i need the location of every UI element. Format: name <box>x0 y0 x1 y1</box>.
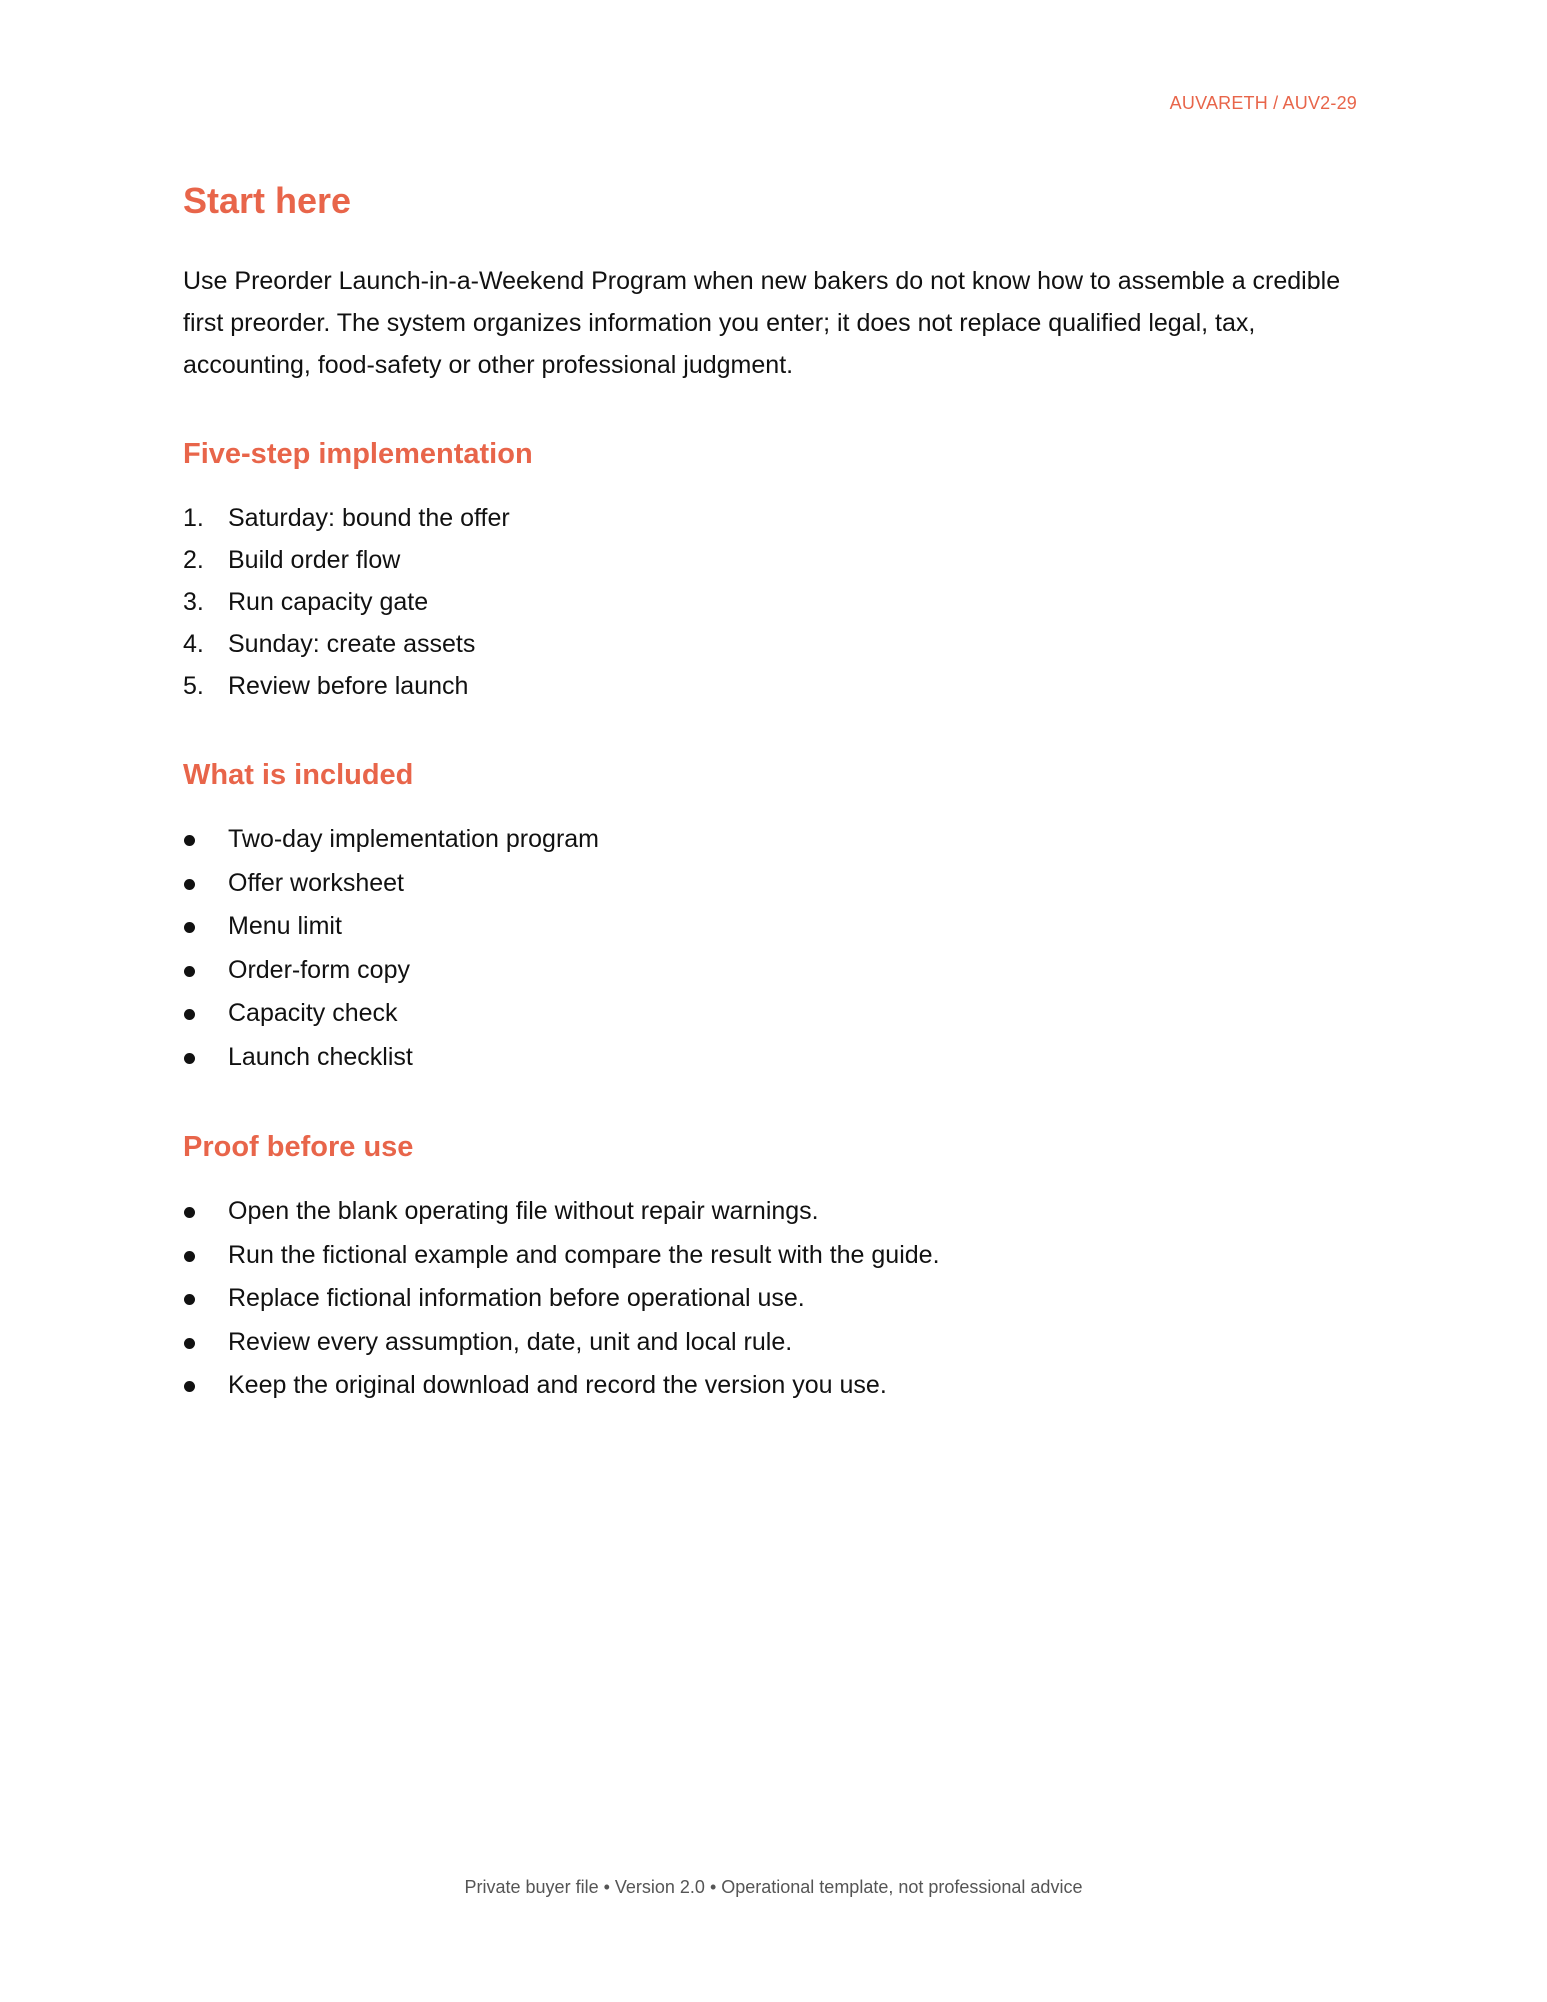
included-text: Menu limit <box>228 912 342 940</box>
included-item <box>183 905 1363 949</box>
bullet-icon <box>184 1009 195 1020</box>
document-body <box>183 180 1363 1460</box>
proof-list <box>183 1190 1363 1408</box>
step-number: 4. <box>183 630 204 658</box>
step-number: 1. <box>183 504 204 532</box>
bullet-icon <box>184 1251 195 1262</box>
included-item <box>183 1036 1363 1080</box>
steps-list <box>183 497 1363 707</box>
intro-paragraph: Use Preorder Launch-in-a-Weekend Program when new bakers do not know how to assemble a credible first preorder. The system organizes information you enter; it does not replace qualified legal, tax, accounting, food-safety or other professional judgment. <box>183 267 1341 379</box>
proof-item <box>183 1321 1363 1365</box>
bullet-icon <box>184 922 195 933</box>
step-item <box>183 581 1363 623</box>
proof-text: Review every assumption, date, unit and local rule. <box>228 1327 793 1356</box>
bullet-icon <box>184 1053 195 1064</box>
page-footer: Private buyer file • Version 2.0 • Operational template, not professional advice <box>464 1877 1083 1897</box>
proof-text: Run the fictional example and compare the result with the guide. <box>228 1240 940 1269</box>
step-text: Sunday: create assets <box>228 630 476 658</box>
included-text: Two-day implementation program <box>228 825 599 853</box>
step-item <box>183 497 1363 539</box>
steps-heading: Five-step implementation <box>183 438 533 470</box>
included-list <box>183 818 1363 1079</box>
bullet-icon <box>184 1294 195 1305</box>
step-item <box>183 623 1363 665</box>
bullet-icon <box>184 879 195 890</box>
included-text: Launch checklist <box>228 1042 413 1071</box>
bullet-icon <box>184 1338 195 1349</box>
page-title: Start here <box>183 180 352 221</box>
step-text: Saturday: bound the offer <box>228 504 510 532</box>
included-text: Order-form copy <box>228 955 410 984</box>
proof-item <box>183 1190 1363 1234</box>
included-item <box>183 949 1363 993</box>
included-item <box>183 818 1363 862</box>
bullet-icon <box>184 966 195 977</box>
step-text: Build order flow <box>228 546 401 574</box>
included-text: Capacity check <box>228 999 398 1027</box>
proof-item <box>183 1364 1363 1408</box>
proof-heading: Proof before use <box>183 1131 414 1163</box>
included-text: Offer worksheet <box>228 868 405 897</box>
proof-text: Open the blank operating file without repair warnings. <box>228 1197 819 1225</box>
included-item <box>183 992 1363 1036</box>
bullet-icon <box>184 835 195 846</box>
bullet-icon <box>184 1381 195 1392</box>
document-code: AUVARETH / AUV2-29 <box>1169 93 1357 113</box>
step-number: 2. <box>183 546 204 574</box>
proof-item <box>183 1234 1363 1278</box>
step-number: 5. <box>183 672 204 700</box>
proof-item <box>183 1277 1363 1321</box>
step-number: 3. <box>183 588 204 616</box>
proof-text: Replace fictional information before operational use. <box>228 1284 805 1312</box>
step-item <box>183 539 1363 581</box>
step-text: Review before launch <box>228 672 469 700</box>
included-heading: What is included <box>183 759 414 791</box>
included-item <box>183 862 1363 906</box>
step-item <box>183 665 1363 707</box>
step-text: Run capacity gate <box>228 588 429 616</box>
proof-text: Keep the original download and record the version you use. <box>228 1371 887 1399</box>
bullet-icon <box>184 1207 195 1218</box>
